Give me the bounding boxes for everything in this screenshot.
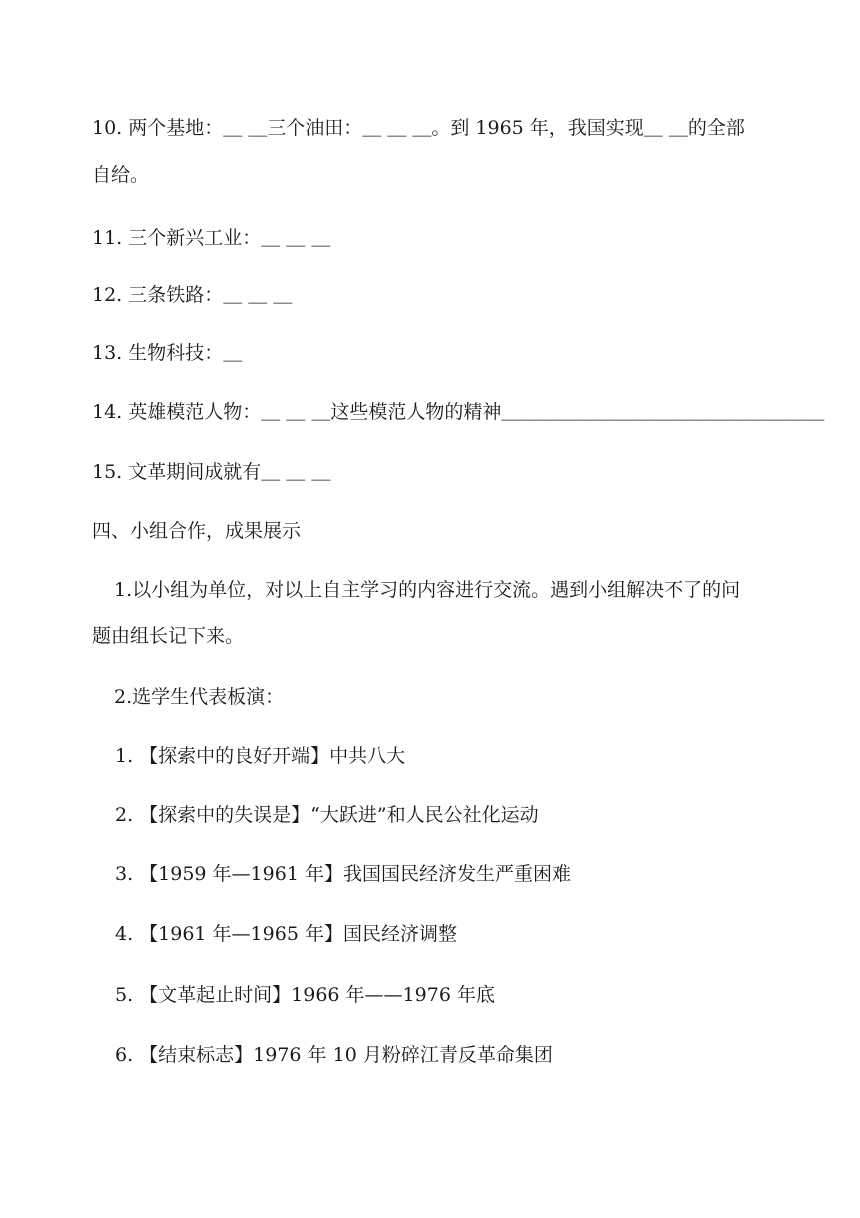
question-10-line-2: 自给。 xyxy=(92,164,150,186)
group-task-1-line-1: 1.以小组为单位，对以上自主学习的内容进行交流。遇到小组解决不了的问 xyxy=(114,579,741,601)
question-11: 11. 三个新兴工业：＿ ＿ ＿ xyxy=(92,227,331,249)
board-item-2: 2. 【探索中的失误是】“大跃进”和人民公社化运动 xyxy=(115,804,539,826)
board-item-5: 5. 【文革起止时间】1966 年——1976 年底 xyxy=(115,984,495,1006)
section-4-heading: 四、小组合作，成果展示 xyxy=(92,520,302,542)
board-item-1: 1. 【探索中的良好开端】中共八大 xyxy=(115,745,406,767)
question-15: 15. 文革期间成就有＿ ＿ ＿ xyxy=(92,461,331,483)
question-13: 13. 生物科技：＿ xyxy=(92,342,243,364)
group-task-2: 2.选学生代表板演： xyxy=(114,686,285,708)
question-14: 14. 英雄模范人物：＿ ＿ ＿这些模范人物的精神＿＿＿＿＿＿＿＿＿＿＿＿＿＿＿＿＿ xyxy=(92,401,825,423)
board-item-6: 6. 【结束标志】1976 年 10 月粉碎江青反革命集团 xyxy=(115,1044,553,1066)
question-12: 12. 三条铁路：＿ ＿ ＿ xyxy=(92,284,293,306)
board-item-4: 4. 【1961 年—1965 年】国民经济调整 xyxy=(115,923,457,945)
group-task-1-line-2: 题由组长记下来。 xyxy=(92,625,245,647)
question-10-line-1: 10. 两个基地：＿ ＿三个油田：＿ ＿ ＿。到 1965 年，我国实现＿ ＿的全部 xyxy=(92,117,745,139)
board-item-3: 3. 【1959 年—1961 年】我国国民经济发生严重困难 xyxy=(115,863,571,885)
